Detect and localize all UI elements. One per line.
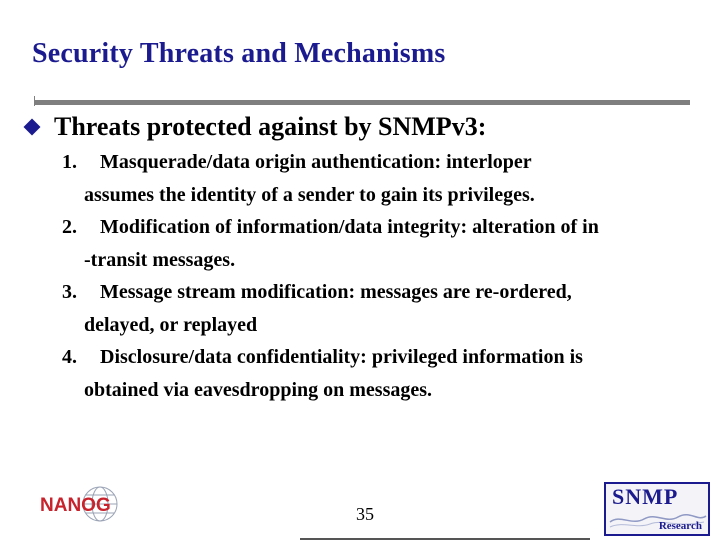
snmp-logo-subtitle: Research (658, 520, 702, 532)
item-number: 4. (62, 346, 77, 368)
item-number: 1. (62, 151, 77, 173)
snmp-logo-title: SNMP (612, 484, 679, 509)
list-item (62, 146, 712, 211)
main-bullet-text: Threats protected against by SNMPv3: (54, 112, 487, 141)
item-number: 2. (62, 216, 77, 238)
item-text: Message stream modification: messages are re-ordered, (100, 281, 572, 303)
item-text-continued: obtained via eavesdropping on messages. (84, 378, 433, 401)
threat-list (62, 146, 712, 406)
item-text-continued: -transit messages. (84, 248, 236, 271)
diamond-bullet-icon (24, 119, 41, 136)
slide-title: Security Threats and Mechanisms (32, 38, 446, 69)
item-text: Modification of information/data integrity: alteration of in (100, 216, 599, 238)
snmp-research-logo (604, 482, 710, 536)
list-item (62, 341, 712, 406)
item-text: Masquerade/data origin authentication: interloper (100, 151, 532, 173)
page-number: 35 (356, 504, 374, 524)
nanog-logo (38, 484, 148, 528)
main-bullet (22, 110, 486, 144)
item-text: Disclosure/data confidentiality: privileged information is (100, 346, 583, 368)
item-number: 3. (62, 281, 77, 303)
item-text-continued: assumes the identity of a sender to gain its privileges. (84, 183, 535, 206)
title-rule (34, 100, 690, 105)
item-text-continued: delayed, or replayed (84, 313, 258, 336)
nanog-wordmark: NANOG (40, 495, 111, 516)
list-item (62, 276, 712, 341)
list-item (62, 211, 712, 276)
